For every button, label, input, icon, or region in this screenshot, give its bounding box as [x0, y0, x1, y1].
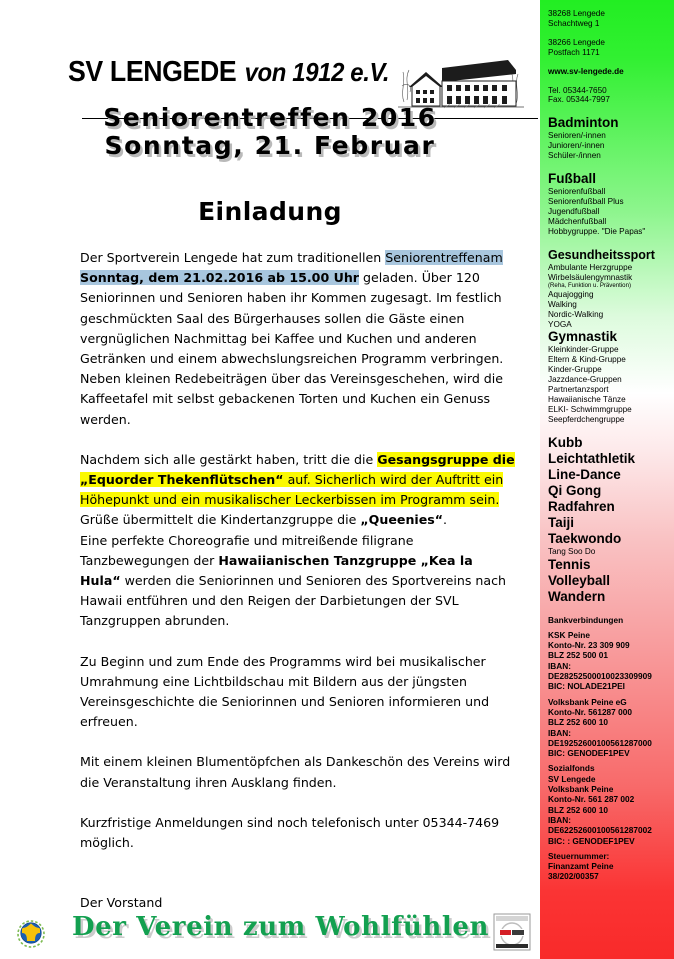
section-title-gymnastik: Gymnastik: [548, 329, 618, 345]
paragraph-2: Neben kleinen Redebeiträgen über das Vereinsgeschehen, wird die Kaffeetafel mit selbst gebackenen Torten und Kuchen ein Genuss werden.: [80, 371, 504, 427]
tax-line: 38/202/00357: [548, 871, 599, 882]
tax-line: Steuernummer:: [548, 850, 610, 861]
gesundheitssport-item: Wirbelsäulengymnastik: [548, 272, 633, 282]
address-secondary-city: 38266 Lengede: [548, 37, 605, 47]
bank-sozialfonds: [548, 763, 670, 845]
bank-line: BLZ 252 600 10: [548, 804, 608, 815]
event-title-line-2: Sonntag, 21. Februar: [104, 131, 436, 160]
bank-line: Sozialfonds: [548, 763, 595, 774]
bank-line: Volksbank Peine: [548, 784, 614, 795]
sport-tang-soo-do: Tang Soo Do: [548, 546, 596, 556]
p1-text-b: geladen. Über 120 Seniorinnen und Senioren haben ihr Kommen zugesagt. Im festlich geschmückten Saal des Bürgerhauses sollen die Gäste einen vergnüglichen Nachmittag bei Kaffee und Kuchen und anderen Getränken und einem abwechslungsreichen Programm verbringen.: [80, 270, 504, 367]
invitation-heading: Einladung: [198, 197, 342, 226]
section-gesundheitssport: [548, 247, 670, 330]
sport-volleyball: Volleyball: [548, 572, 611, 588]
section-title-gesundheitssport: Gesundheitssport: [548, 247, 655, 262]
website-link[interactable]: www.sv-lengede.de: [548, 66, 624, 76]
bank-line: DE62252600100561287002: [548, 825, 652, 836]
bankverbindungen-title: Bankverbindungen: [548, 614, 624, 625]
gesundheitssport-item: Aquajogging: [548, 289, 594, 299]
tax-line: Finanzamt Peine: [548, 861, 614, 872]
sport-tennis: Tennis: [548, 556, 591, 572]
footer-slogan: Der Verein zum Wohlfühlen: [72, 912, 489, 942]
sport-wandern: Wandern: [548, 588, 606, 604]
bank-line: BIC: : GENODEF1PEV: [548, 835, 635, 846]
paragraph-7: Mit einem kleinen Blumentöpfchen als Dankeschön des Vereins wird die Veranstaltung ihren Ausklang finden.: [80, 754, 511, 790]
p4-text-a: Grüße übermittelt die Kindertanzgruppe die: [80, 512, 361, 528]
p1-highlight-event: Seniorentreffen: [385, 250, 483, 265]
p4-text-b: .: [443, 512, 448, 528]
globe-star-logo-icon: [14, 917, 48, 951]
address-primary-street: Schachtweg 1: [548, 18, 600, 28]
fussball-item: Mädchenfußball: [548, 216, 607, 226]
sport-taiji: Taiji: [548, 514, 575, 530]
badminton-item: Senioren/-innen: [548, 131, 606, 141]
bank-line: Konto-Nr. 23 309 909: [548, 640, 630, 651]
gesundheitssport-item: Walking: [548, 299, 577, 309]
p3-text-a: Nachdem sich alle gestärkt haben, tritt die die: [80, 451, 378, 467]
paragraph-5: [80, 531, 516, 632]
gymnastik-item: ELKI- Schwimmgruppe: [548, 404, 632, 414]
org-name-main: SV LENGEDE: [68, 56, 237, 88]
bank-volksbank-peine: [548, 697, 670, 759]
paragraph-8: Kurzfristige Anmeldungen sind noch telefonisch unter 05344-7469 möglich.: [80, 814, 500, 851]
badminton-item: Schüler-/innen: [548, 151, 601, 161]
p3-highlight-choir: Gesangsgruppe die „Equorder Thekenflütschen“: [80, 451, 515, 488]
tax-number-block: [548, 851, 670, 882]
certification-badge-icon: [493, 913, 531, 951]
gesundheitssport-item: Ambulante Herzgruppe: [548, 262, 633, 272]
clubhouse-illustration-icon: [398, 52, 524, 110]
fussball-item: Jugendfußball: [548, 206, 600, 216]
bank-line: DE19252600100561287000: [548, 737, 652, 748]
paragraph-6: Zu Beginn und zum Ende des Programms wird bei musikalischer Umrahmung eine Lichtbildschau mit Bildern aus der jüngsten Vereinsgeschichte die Seniorinnen und Senioren informieren und erfreuen.: [80, 653, 490, 730]
gymnastik-item: Kinder-Gruppe: [548, 365, 602, 375]
p4-group-name: „Queenies“: [360, 512, 444, 528]
gymnastik-item: Kleinkinder-Gruppe: [548, 345, 619, 355]
bank-line: DE28252500010023309909: [548, 671, 652, 682]
section-badminton: [548, 115, 670, 161]
bank-line: IBAN:: [548, 727, 572, 738]
sport-radfahren: Radfahren: [548, 498, 615, 514]
bank-line: Konto-Nr. 561 287 002: [548, 794, 635, 805]
gymnastik-item: Jazzdance-Gruppen: [548, 375, 622, 385]
bank-line: Volksbank Peine eG: [548, 696, 627, 707]
org-name-sub: von 1912 e.V.: [244, 57, 390, 87]
bank-line: BLZ 252 600 10: [548, 717, 608, 728]
gesundheitssport-item: Nordic-Walking: [548, 309, 604, 319]
invitation-body-text: [80, 248, 516, 913]
p5-text-b: werden die Seniorinnen und Senioren des Sportvereins nach Hawaii entführen und den Reigen der Darbietungen der SVL Tanzgruppen abrunden.: [80, 573, 507, 629]
gymnastik-item: Eltern & Kind-Gruppe: [548, 355, 626, 365]
gesundheitssport-item: YOGA: [548, 319, 572, 329]
gymnastik-item: Hawaiianische Tänze: [548, 394, 626, 404]
p1-text-a: Der Sportverein Lengede hat zum traditionellen: [80, 250, 386, 265]
p3-highlight-rest: auf. Sicherlich wird der Auftritt ein Höhepunkt und ein musikalischer Leckerbissen im Programm sein.: [80, 472, 504, 508]
bank-line: BIC: GENODEF1PEV: [548, 748, 630, 759]
bank-line: KSK Peine: [548, 629, 590, 640]
paragraph-signature: Der Vorstand: [80, 895, 163, 911]
organization-title: [68, 56, 389, 89]
sport-line-dance: Line-Dance: [548, 466, 621, 482]
badminton-item: Junioren/-innen: [548, 141, 605, 151]
spacer: [548, 58, 670, 67]
fussball-item: Seniorenfußball: [548, 187, 606, 197]
sports-list: [548, 435, 670, 605]
bank-line: SV Lengede: [548, 773, 596, 784]
sidebar-content: [548, 9, 670, 882]
bank-line: IBAN:: [548, 814, 572, 825]
fussball-item: Hobbygruppe. "Die Papas": [548, 226, 646, 236]
gymnastik-item: Seepferdchengruppe: [548, 414, 625, 424]
telephone: Tel. 05344-7650: [548, 85, 607, 95]
bank-details-heading: [548, 615, 670, 625]
letterhead: [0, 26, 540, 88]
sport-qi-gong: Qi Gong: [548, 482, 602, 498]
spacer: [548, 29, 670, 38]
event-title: [0, 104, 540, 160]
paragraph-3: [80, 450, 516, 511]
event-title-line-1: Seniorentreffen 2016: [103, 103, 437, 132]
p1-highlight-prefix: am: [482, 250, 503, 265]
gymnastik-item: Partnertanzsport: [548, 385, 609, 395]
sport-kubb: Kubb: [548, 434, 583, 450]
sidebar-panel: [540, 0, 674, 959]
section-title-fussball: Fußball: [548, 171, 596, 187]
spacer: [548, 77, 670, 86]
paragraph-4: [80, 510, 516, 530]
bank-line: BLZ 252 500 01: [548, 650, 608, 661]
address-primary-city: 38268 Lengede: [548, 9, 605, 18]
bank-line: BIC: NOLADE21PEI: [548, 681, 625, 692]
sport-leichtathletik: Leichtathletik: [548, 450, 636, 466]
bank-ksk-peine: [548, 630, 670, 692]
p1-highlight-datetime: Sonntag, dem 21.02.2016 ab 15.00 Uhr: [80, 270, 359, 286]
address-secondary-pobox: Postfach 1171: [548, 47, 600, 57]
gesundheitssport-note: (Reha, Funktion u. Prävention): [548, 282, 631, 290]
p5-text-a: Eine perfekte Choreografie und mitreißende filigrane Tanzbewegungen der: [80, 532, 414, 568]
section-fussball: [548, 171, 670, 237]
paragraph-1: [80, 248, 516, 369]
bank-line: Konto-Nr. 561287 000: [548, 706, 632, 717]
p5-group-name: Hawaiianischen Tanzgruppe „Kea la Hula“: [80, 552, 473, 589]
section-title-badminton: Badminton: [548, 115, 619, 131]
fax: Fax. 05344-7997: [548, 95, 610, 105]
fussball-item: Seniorenfußball Plus: [548, 196, 624, 206]
section-gymnastik: [548, 329, 670, 424]
sport-taekwondo: Taekwondo: [548, 530, 622, 546]
bank-line: IBAN:: [548, 660, 572, 671]
